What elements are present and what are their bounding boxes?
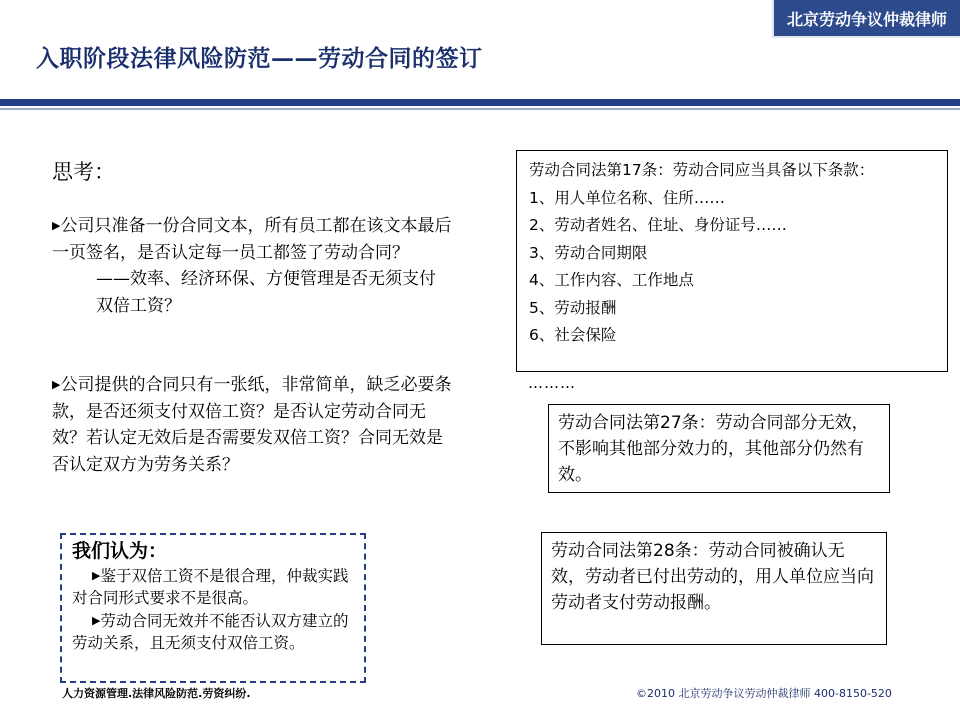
bullet-triangle-icon: ▶: [92, 613, 101, 627]
question-1: [52, 213, 452, 319]
brand-banner: 北京劳动争议仲裁律师: [772, 0, 960, 38]
opinion-item: 劳动合同无效并不能否认双方建立的劳动关系，且无须支付双倍工资。: [72, 611, 349, 652]
think-heading: 思考：: [52, 160, 115, 184]
statute-17-item: 3、劳动合同期限: [529, 243, 648, 262]
statute-17-intro: 劳动合同法第17条：劳动合同应当具备以下条款：: [529, 161, 875, 179]
statute-17-box: [516, 150, 948, 372]
statute-27-box: 劳动合同法第27条：劳动合同部分无效，不影响其他部分效力的，其他部分仍然有效。: [548, 404, 890, 493]
footer-tags: 人力资源管理.法律风险防范.劳资纠纷.: [62, 687, 251, 700]
opinion-item: 鉴于双倍工资不是很合理，仲裁实践对合同形式要求不是很高。: [72, 566, 349, 607]
statute-17-item: 5、劳动报酬: [529, 298, 617, 317]
statute-17-item: 2、劳动者姓名、住址、身份证号……: [529, 216, 787, 234]
question-2: [52, 372, 452, 478]
question-1-text: 公司只准备一份合同文本，所有员工都在该文本最后一页签名，是否认定每一员工都签了劳动合同？: [52, 216, 452, 263]
question-2-text: 公司提供的合同只有一张纸，非常简单，缺乏必要条款，是否还须支付双倍工资？是否认定劳动合同无效？若认定无效后是否需要发双倍工资？合同无效是否认定双方为劳务关系？: [52, 375, 452, 475]
bullet-triangle-icon: ▶: [52, 378, 61, 391]
opinion-heading: 我们认为：: [72, 540, 168, 562]
statute-17-item: 6、社会保险: [529, 326, 617, 344]
bullet-triangle-icon: ▶: [92, 568, 101, 582]
question-1-note: ——效率、经济环保、方便管理是否无须支付双倍工资？: [96, 269, 436, 316]
statute-17-ellipsis: ………: [528, 374, 576, 392]
header-divider-thin: [0, 108, 960, 110]
opinion-box: [60, 533, 366, 683]
statute-17-item: 1、用人单位名称、住所……: [529, 188, 725, 207]
page-title: 入职阶段法律风险防范——劳动合同的签订: [36, 45, 483, 72]
statute-28-box: 劳动合同法第28条：劳动合同被确认无效，劳动者已付出劳动的，用人单位应当向劳动者支付劳动报酬。: [541, 532, 887, 645]
bullet-triangle-icon: ▶: [52, 219, 61, 232]
footer-copyright: ©2010 北京劳动争议劳动仲裁律师 400-8150-520: [636, 687, 892, 700]
statute-17-item: 4、工作内容、工作地点: [529, 271, 694, 289]
header-divider: [0, 99, 960, 106]
